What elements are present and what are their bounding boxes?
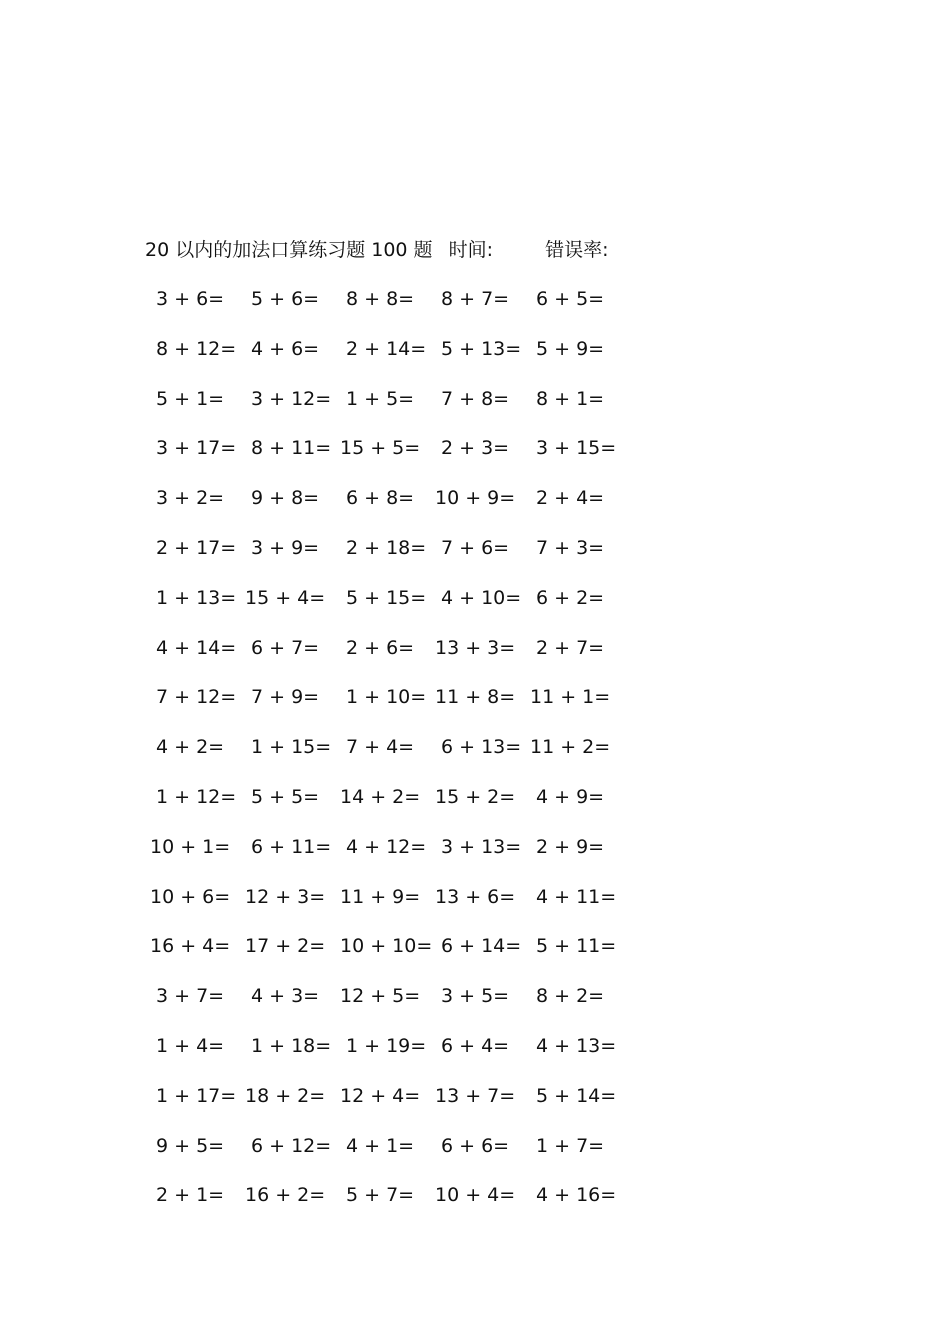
problem-item: 6 + 2=	[536, 586, 605, 609]
problem-item: 5 + 6=	[251, 288, 320, 310]
problem-item: 9 + 8=	[251, 487, 320, 510]
problem-row	[0, 384, 950, 414]
problem-row	[0, 284, 950, 314]
problem-item: 10 + 6=	[150, 885, 231, 908]
problem-item: 2 + 1=	[156, 1184, 225, 1207]
problem-item: 8 + 12=	[156, 337, 237, 360]
problem-item: 1 + 18=	[251, 1035, 332, 1057]
problem-item: 1 + 13=	[156, 586, 237, 609]
problem-item: 3 + 17=	[156, 437, 237, 460]
problem-item: 1 + 12=	[156, 786, 237, 808]
problem-item: 6 + 11=	[251, 835, 332, 858]
error-rate-label: 错误率:	[545, 239, 609, 261]
problem-row	[0, 981, 950, 1011]
problem-row	[0, 882, 950, 912]
problem-item: 7 + 3=	[536, 537, 605, 559]
problem-item: 10 + 4=	[435, 1184, 516, 1207]
problem-item: 3 + 6=	[156, 288, 225, 310]
problem-item: 8 + 1=	[536, 387, 605, 410]
problem-item: 2 + 6=	[346, 636, 415, 659]
problem-item: 6 + 5=	[536, 288, 605, 310]
worksheet-title: 20 以内的加法口算练习题 100 题	[145, 239, 433, 261]
problem-item: 1 + 17=	[156, 1084, 237, 1107]
problem-row	[0, 931, 950, 961]
problem-item: 4 + 6=	[251, 337, 320, 360]
problem-item: 7 + 6=	[441, 537, 510, 559]
problem-item: 3 + 12=	[251, 387, 332, 410]
problem-row	[0, 1131, 950, 1161]
problem-item: 11 + 1=	[530, 686, 611, 709]
problem-row	[0, 433, 950, 463]
problem-item: 1 + 5=	[346, 387, 415, 410]
problem-item: 9 + 5=	[156, 1134, 225, 1157]
problem-item: 1 + 4=	[156, 1035, 225, 1057]
problem-item: 10 + 10=	[340, 935, 433, 958]
problem-item: 14 + 2=	[340, 786, 421, 808]
problem-item: 2 + 14=	[346, 337, 427, 360]
problem-row	[0, 1081, 950, 1111]
problem-item: 8 + 7=	[441, 288, 510, 310]
problem-item: 2 + 3=	[441, 437, 510, 460]
problem-item: 5 + 14=	[536, 1084, 617, 1107]
problem-item: 6 + 7=	[251, 636, 320, 659]
problem-item: 13 + 3=	[435, 636, 516, 659]
problem-item: 7 + 8=	[441, 387, 510, 410]
problem-item: 7 + 9=	[251, 686, 320, 709]
problem-item: 8 + 8=	[346, 288, 415, 310]
problem-item: 5 + 11=	[536, 935, 617, 958]
problem-item: 5 + 5=	[251, 786, 320, 808]
problem-item: 7 + 4=	[346, 736, 415, 759]
problem-row	[0, 682, 950, 712]
problem-item: 4 + 12=	[346, 835, 427, 858]
problem-row	[0, 1180, 950, 1210]
problem-item: 5 + 7=	[346, 1184, 415, 1207]
time-label: 时间:	[448, 239, 494, 261]
problem-item: 1 + 10=	[346, 686, 427, 709]
worksheet-header	[145, 236, 608, 264]
problem-item: 4 + 1=	[346, 1134, 415, 1157]
problem-item: 15 + 4=	[245, 586, 326, 609]
problem-item: 1 + 7=	[536, 1134, 605, 1157]
problem-item: 2 + 17=	[156, 537, 237, 559]
problem-item: 5 + 13=	[441, 337, 522, 360]
problem-item: 12 + 3=	[245, 885, 326, 908]
problem-item: 13 + 7=	[435, 1084, 516, 1107]
problem-item: 3 + 15=	[536, 437, 617, 460]
problem-item: 11 + 8=	[435, 686, 516, 709]
problem-item: 3 + 9=	[251, 537, 320, 559]
problem-item: 10 + 9=	[435, 487, 516, 510]
problem-item: 1 + 19=	[346, 1035, 427, 1057]
problem-item: 3 + 7=	[156, 985, 225, 1008]
problem-item: 6 + 8=	[346, 487, 415, 510]
problem-item: 2 + 7=	[536, 636, 605, 659]
problem-item: 11 + 2=	[530, 736, 611, 759]
problem-item: 2 + 4=	[536, 487, 605, 510]
problem-row	[0, 732, 950, 762]
problem-item: 13 + 6=	[435, 885, 516, 908]
problem-row	[0, 832, 950, 862]
problem-item: 1 + 15=	[251, 736, 332, 759]
problem-item: 5 + 1=	[156, 387, 225, 410]
problem-item: 16 + 4=	[150, 935, 231, 958]
problem-row	[0, 782, 950, 812]
problem-item: 4 + 3=	[251, 985, 320, 1008]
problem-item: 3 + 2=	[156, 487, 225, 510]
problem-row	[0, 533, 950, 563]
problem-row	[0, 1031, 950, 1061]
problem-item: 2 + 9=	[536, 835, 605, 858]
problem-item: 3 + 5=	[441, 985, 510, 1008]
problem-item: 11 + 9=	[340, 885, 421, 908]
problem-item: 15 + 5=	[340, 437, 421, 460]
problem-item: 8 + 11=	[251, 437, 332, 460]
problem-row	[0, 334, 950, 364]
problem-item: 8 + 2=	[536, 985, 605, 1008]
problem-item: 10 + 1=	[150, 835, 231, 858]
problem-item: 4 + 13=	[536, 1035, 617, 1057]
problem-item: 4 + 16=	[536, 1184, 617, 1207]
problem-item: 7 + 12=	[156, 686, 237, 709]
problem-row	[0, 483, 950, 513]
problem-item: 6 + 12=	[251, 1134, 332, 1157]
problem-item: 6 + 13=	[441, 736, 522, 759]
problem-item: 17 + 2=	[245, 935, 326, 958]
problem-item: 6 + 14=	[441, 935, 522, 958]
problem-item: 4 + 10=	[441, 586, 522, 609]
problem-item: 5 + 9=	[536, 337, 605, 360]
problem-item: 12 + 4=	[340, 1084, 421, 1107]
problem-row	[0, 633, 950, 663]
problem-item: 12 + 5=	[340, 985, 421, 1008]
problem-item: 4 + 11=	[536, 885, 617, 908]
problem-item: 18 + 2=	[245, 1084, 326, 1107]
problem-item: 6 + 6=	[441, 1134, 510, 1157]
problem-item: 6 + 4=	[441, 1035, 510, 1057]
problem-item: 3 + 13=	[441, 835, 522, 858]
problem-item: 2 + 18=	[346, 537, 427, 559]
problem-row	[0, 583, 950, 613]
problem-item: 5 + 15=	[346, 586, 427, 609]
problem-item: 4 + 2=	[156, 736, 225, 759]
problem-item: 4 + 9=	[536, 786, 605, 808]
problem-item: 16 + 2=	[245, 1184, 326, 1207]
problem-item: 4 + 14=	[156, 636, 237, 659]
problem-item: 15 + 2=	[435, 786, 516, 808]
